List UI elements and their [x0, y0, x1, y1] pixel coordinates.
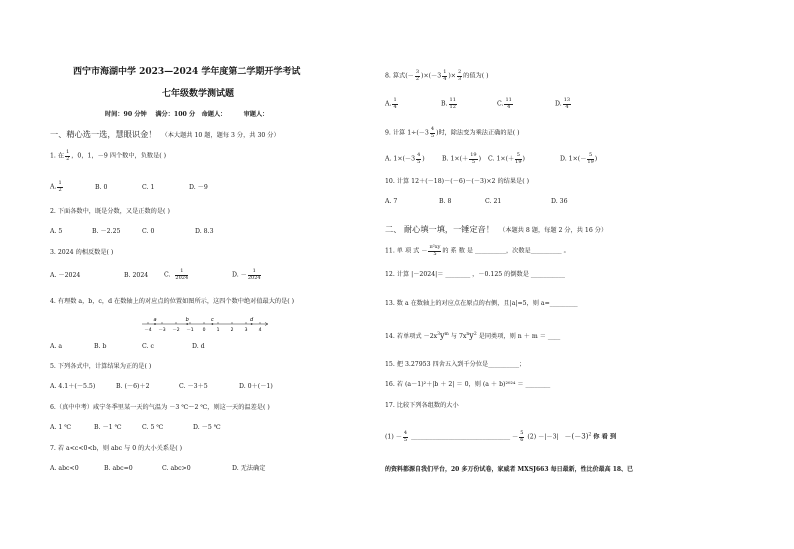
q4-option-a[interactable]: A. a — [50, 343, 63, 350]
number-line-point — [251, 323, 253, 325]
exam-score: 满分：100 分 — [155, 111, 196, 118]
q7-option-d[interactable]: D. 无法确定 — [232, 465, 266, 472]
q8-option-c[interactable]: C. $\frac{11}{4}$ — [497, 97, 512, 110]
q7-options — [50, 465, 265, 473]
number-line-point — [212, 323, 214, 325]
q4-option-c[interactable]: C. c — [142, 343, 154, 350]
question-5: 5. 下列各式中，计算结果为正的是( ) — [50, 363, 152, 370]
q3-option-d[interactable]: D. － $\frac{1}{2024}$ — [232, 268, 261, 281]
q7-option-c[interactable]: C. abc>0 — [162, 465, 191, 472]
q1-stem-a: 1. 在 — [50, 152, 65, 160]
number-line-tick-label: 0 — [202, 328, 206, 333]
q1-option-c[interactable]: C. 1 — [142, 183, 155, 191]
q3-option-c[interactable]: C. $\frac{1}{2024}$ — [164, 268, 189, 281]
number-line-point — [186, 323, 188, 325]
q1-option-a[interactable]: A. $\frac{1}{2}$ — [50, 180, 62, 193]
question-10: 10. 计算 12＋(－18)－(－6)－(－3)×2 的结果是( ) — [385, 178, 530, 185]
q10-option-b[interactable]: B. 8 — [439, 198, 452, 205]
q8-options — [385, 98, 572, 110]
number-line-point-label: a — [153, 317, 157, 323]
q17-parts[interactable]: (1) － $\frac{4}{5}$ ________________________________ － $\frac{5}{6}$ (2) －|－3| $-(-3)^2$ 你 看 到 — [385, 430, 617, 443]
question-13[interactable]: 13. 数 a 在数轴上的对应点在原点的右侧，且|a|=5，则 a=_________ — [385, 300, 578, 307]
q8-option-a[interactable]: A. $\frac{1}{4}$ — [385, 97, 397, 110]
number-line-tick-label: －2 — [172, 328, 180, 333]
exam-title: 西宁市海湖中学 2023—2024 学年度第二学期开学考试 — [73, 67, 301, 77]
q7-option-b[interactable]: B. abc=0 — [104, 465, 133, 472]
q1-fraction: $\frac{1}{2}$ — [66, 149, 70, 162]
q2-option-c[interactable]: C. 0 — [142, 228, 155, 235]
question-15[interactable]: 15. 把 3.27953 四舍五入到千分位是__________； — [385, 361, 526, 368]
number-line-tick-label: 4 — [258, 328, 262, 333]
q9-option-d[interactable]: D. 1×(－ $\frac{5}{19}$ ) — [560, 152, 598, 165]
q8-option-d[interactable]: D. $\frac{13}{4}$ — [555, 97, 571, 110]
question-11[interactable]: 11. 单 项 式 － $\frac{\text{π²xy}}{5}$ 的 系 数 是 __________，次数是__________ 。 — [385, 244, 570, 257]
q6-options — [50, 424, 221, 432]
q10-option-d[interactable]: D. 36 — [551, 198, 568, 205]
question-7: 7. 若 a<c<0<b，则 abc 与 0 的大小关系是( ) — [50, 445, 183, 452]
q6-option-c[interactable]: C. 5 ℃ — [142, 424, 164, 431]
number-line-tick-label: －3 — [158, 328, 166, 333]
q7-option-a[interactable]: A. abc<0 — [50, 465, 79, 472]
q4-options — [50, 343, 205, 351]
number-line-point-label: d — [250, 317, 254, 323]
q9-option-c[interactable]: C. 1×(＋ $\frac{5}{19}$ ) — [488, 152, 525, 165]
exam-time: 时间：90 分钟 — [105, 111, 147, 118]
q3-options — [50, 269, 262, 281]
q6-option-d[interactable]: D. －5 ℃ — [193, 424, 221, 431]
section1-note: （本大题共 10 题，题每 3 分，共 30 分） — [161, 132, 280, 139]
q3-option-a[interactable]: A. －2024 — [50, 271, 81, 279]
number-line-tick-label: 3 — [244, 328, 248, 333]
q4-option-b[interactable]: B. b — [94, 343, 107, 350]
number-line-tick-label: －1 — [186, 328, 194, 333]
number-line-point-label: c — [211, 317, 214, 323]
q5-option-d[interactable]: D. 0＋(－1) — [239, 383, 273, 390]
section1-heading — [50, 122, 280, 141]
q4-option-d[interactable]: D. d — [192, 343, 205, 350]
q2-option-b[interactable]: B. －2.25 — [92, 228, 121, 235]
q5-option-b[interactable]: B. (－6)＋2 — [116, 383, 150, 390]
question-9: 9. 计算 1÷(－3 $\frac{4}{5}$ )时，除法变为乘法正确的是( ) — [385, 126, 520, 139]
q2-options — [50, 228, 214, 236]
question-8: 8. 算式(－ $\frac{3}{2}$ )×(－3 $\frac{1}{4}$ )× $\frac{2}{3}$ 的值为( ) — [385, 69, 489, 82]
question-1 — [50, 150, 166, 162]
exam-reviewer: 审题人： — [243, 111, 269, 118]
q10-option-c[interactable]: C. 21 — [485, 198, 502, 205]
exam-setter: 命题人： — [201, 111, 227, 118]
section1-title: 一、精心选一选，慧眼识金！ — [50, 129, 157, 139]
footer-ad-text: 的资料都源自我们平台，20 多万份试卷，家威者 MXSJ663 每日最新，性比价最高 18、已 — [385, 466, 634, 473]
q6-option-a[interactable]: A. 1 ℃ — [50, 424, 72, 431]
section2-title: 二、 耐心填一填，一锤定音！ — [385, 224, 495, 234]
q8-option-b[interactable]: B. $\frac{11}{12}$ — [441, 97, 456, 110]
number-line-tick-label: －4 — [144, 328, 152, 333]
q10-option-a[interactable]: A. 7 — [385, 198, 398, 205]
q2-option-d[interactable]: D. 8.3 — [195, 228, 214, 235]
q9-option-a[interactable]: A. 1×(－3 $\frac{4}{5}$ ) — [385, 152, 425, 165]
question-3: 3. 2024 的相反数是( ) — [50, 249, 114, 256]
q3-option-b[interactable]: B. 2024 — [124, 271, 149, 279]
number-line-tick-label: 2 — [230, 328, 234, 333]
number-line-tick-label: 1 — [216, 328, 220, 333]
q2-option-a[interactable]: A. 5 — [50, 228, 63, 235]
q1-option-d[interactable]: D. －9 — [189, 183, 208, 191]
q5-options — [50, 383, 273, 391]
number-line-point-label: b — [185, 317, 189, 323]
question-6: 6.（真中中考）咸宁冬季里某一天的气温为 －3 ℃～2 ℃，则这一天的温差是( ) — [50, 404, 270, 411]
question-14[interactable]: 14. 若单项式 $-2x^3y^m$ 与 $7x^ny^2$ 是同类项，则 n ＋ m ＝ ____ — [385, 331, 561, 341]
question-4: 4. 有理数 a，b，c，d 在数轴上的对应点的位置如图所示，这四个数中绝对值最大的是( ) — [50, 298, 295, 305]
q9-options — [385, 153, 597, 165]
q10-options — [385, 198, 568, 206]
exam-subtitle: 七年级数学测试题 — [162, 89, 235, 99]
question-16[interactable]: 16. 若 (a－1)²＋|b ＋ 2| ＝ 0，则 (a ＋ b)²⁰²⁴ ＝ ________ — [385, 381, 551, 388]
q9-option-b[interactable]: B. 1×(＋ $\frac{19}{5}$ ) — [442, 152, 482, 165]
q1-options — [50, 181, 208, 193]
question-12[interactable]: 12. 计算 |－2024|＝ ________ ，－0.125 的倒数是 ___________ — [385, 271, 565, 278]
q5-option-a[interactable]: A. 4.1＋(－5.5) — [50, 383, 96, 390]
q6-option-b[interactable]: B. －1 ℃ — [94, 424, 122, 431]
exam-info — [105, 111, 268, 119]
question-17: 17. 比较下列各组数的大小 — [385, 402, 459, 409]
number-line-point — [154, 323, 156, 325]
q1-option-b[interactable]: B. 0 — [95, 183, 108, 191]
q5-option-c[interactable]: C. －3＋5 — [179, 383, 208, 390]
q1-stem-b: ，0，1，－9 四个数中，负数是( ) — [71, 152, 167, 160]
section2-heading — [385, 217, 607, 236]
question-2: 2. 下面各数中，既是分数，又是正数的是( ) — [50, 208, 170, 215]
number-line-figure — [140, 316, 270, 336]
section2-note: （本题共 8 题，每题 2 分，共 16 分） — [499, 227, 608, 234]
